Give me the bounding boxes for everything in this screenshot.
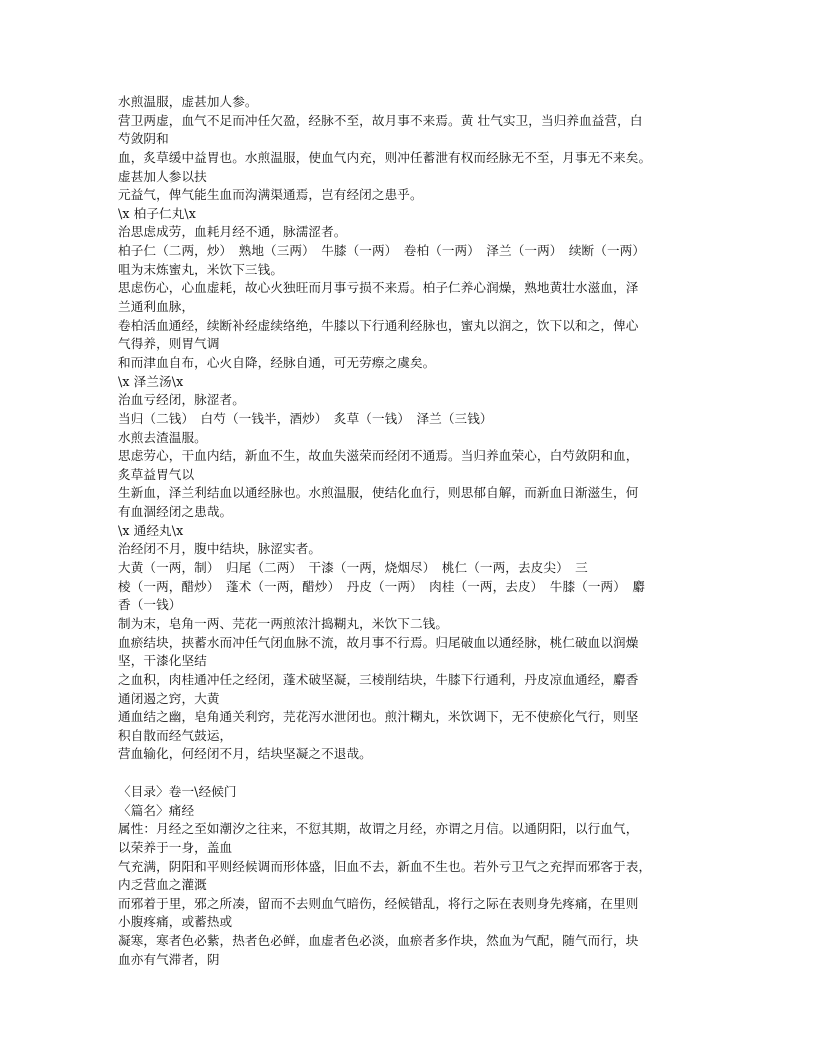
text-line: 坚，干漆化坚结 [118, 653, 207, 669]
text-line: 营血输化，何经闭不月，结块坚凝之不退哉。 [118, 746, 372, 762]
text-line: 虚甚加人参以扶 [118, 168, 207, 184]
text-line: 气得养，则胃气调 [118, 336, 220, 352]
text-line: 通血结之幽，皂角通关利窍，芫花泻水泄闭也。煎汁糊丸，米饮调下，无不使瘀化气行，则坚 [118, 709, 639, 725]
text-line: 积自散而经气鼓运， [118, 727, 233, 743]
text-line: 炙草益胃气以 [118, 466, 195, 482]
text-line: 小腹疼痛，或蓄热或 [118, 914, 233, 930]
text-line: 芍敛阴和 [118, 131, 169, 147]
text-line: 水煎去渣温服。 [118, 429, 207, 445]
text-line: 大黄（一两，制） 归尾（二两） 干漆（一两，烧烟尽） 桃仁（一两，去皮尖） 三 [118, 560, 588, 576]
text-line: 内乏营血之灌溉 [118, 877, 207, 893]
text-line: 思虑劳心，干血内结，新血不生，故血失滋荣而经闭不通焉。当归养血荣心，白芍敛阴和血， [118, 448, 639, 464]
text-line: 治血亏经闭，脉涩者。 [118, 392, 245, 408]
text-line: 生新血，泽兰利结血以通经脉也。水煎温服，使结化血行，则思郁自解，而新血日渐滋生，何 [118, 485, 639, 501]
text-line: 之血积，肉桂通冲任之经闭，蓬术破坚凝，三棱削结块，牛膝下行通利，丹皮凉血通经，麝香 [118, 671, 639, 687]
text-line: 思虑伤心，心血虚耗，故心火独旺而月事亏损不来焉。柏子仁养心润燥，熟地黄壮水滋血，泽 [118, 280, 639, 296]
text-line: 通闭遏之窍，大黄 [118, 690, 220, 706]
text-line: 棱（一两，醋炒） 蓬术（一两，醋炒） 丹皮（一两） 肉桂（一两，去皮） 牛膝（一两） 麝 [118, 578, 646, 594]
text-line: 水煎温服，虚甚加人参。 [118, 94, 258, 109]
text-line: \x 通经丸\x [118, 522, 184, 538]
text-line: \x 泽兰汤\x [118, 373, 184, 389]
text-line: 柏子仁（二两，炒） 熟地（三两） 牛膝（一两） 卷柏（一两） 泽兰（一两） 续断（一两） [118, 243, 646, 259]
text-line: 制为末，皂角一两、芫花一两煎浓汁捣糊丸，米饮下二钱。 [118, 615, 449, 631]
document-body-section-formulas [118, 93, 718, 764]
text-line: 〈篇名〉痛经 [118, 802, 195, 818]
text-line: 治思虑成劳，血耗月经不通，脉濡涩者。 [118, 224, 347, 240]
text-line: 属性：月经之至如潮汐之往来，不愆其期，故谓之月经，亦谓之月信。以通阴阳，以行血气， [118, 821, 639, 837]
text-line: 当归（二钱） 白芍（一钱半，酒炒） 炙草（一钱） 泽兰（三钱） [118, 410, 493, 426]
text-line: 而邪着于里，邪之所凑，留而不去则血气暗伤，经候错乱，将行之际在表则身先疼痛，在里则 [118, 895, 639, 911]
text-line: 凝寒，寒者色必紫，热者色必鲜，血虚者色必淡，血瘀者多作块，然血为气配，随气而行，块 [118, 933, 639, 949]
text-line: 兰通利血脉， [118, 299, 195, 315]
text-line: 血瘀结块，挟蓄水而冲任气闭血脉不流，故月事不行焉。归尾破血以通经脉，桃仁破血以润燥 [118, 634, 639, 650]
text-line: 咀为末炼蜜丸，米饮下三钱。 [118, 261, 284, 277]
text-line: \x 柏子仁丸\x [118, 205, 196, 221]
text-line: 卷柏活血通经，续断补经虚续络绝，牛膝以下行通利经脉也，蜜丸以润之，饮下以和之，俾心 [118, 317, 639, 333]
text-line: 香（一钱） [118, 597, 182, 613]
text-line: 有血涸经闭之患哉。 [118, 504, 233, 520]
text-line: 元益气，俾气能生血而沟满渠通焉，岂有经闭之患乎。 [118, 187, 423, 203]
text-line: 气充满，阴阳和平则经候调而形体盛，旧血不去，新血不生也。若外亏卫气之充捍而邪客于表， [118, 858, 652, 874]
text-line: 〈目录〉卷一\经候门 [118, 784, 237, 799]
text-line: 治经闭不月，腹中结块，脉涩实者。 [118, 541, 322, 557]
text-line: 血亦有气滞者，阴 [118, 951, 220, 967]
text-line: 以荣养于一身，盖血 [118, 839, 233, 855]
text-line: 血，炙草缓中益胃也。水煎温服，使血气内充，则冲任蓄泄有权而经脉无不至，月事无不来矣。 [118, 149, 652, 165]
text-line: 和而津血自布，心火自降，经脉自通，可无劳瘵之虞矣。 [118, 354, 436, 370]
document-body-section-painful-menstruation [118, 783, 718, 969]
text-line: 营卫两虚，血气不足而冲任欠盈，经脉不至，故月事不来焉。黄 壮气实卫，当归养血益营，白 [118, 112, 643, 128]
